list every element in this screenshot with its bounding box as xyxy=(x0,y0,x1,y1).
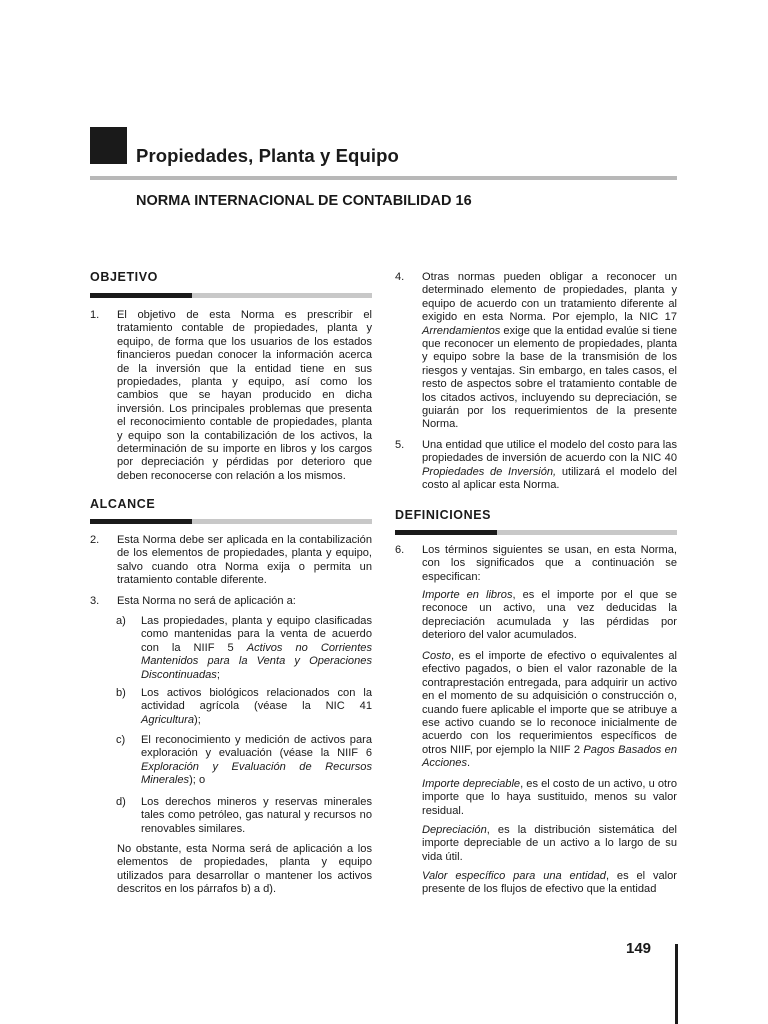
definition-text: , es el importe por el que se reconoce un activo, una vez deducidas la depreciación acumulada y las pérdidas por deterioro del valor acumulados. xyxy=(422,589,677,642)
paragraph-text: Los términos siguientes se usan, en esta Norma, con los significados que a continuación se especifican: xyxy=(422,544,677,583)
paragraph-6 xyxy=(395,544,677,584)
list-text xyxy=(141,734,372,788)
paragraph-number: 2. xyxy=(90,534,100,546)
list-text xyxy=(141,687,372,727)
paragraph-number: 6. xyxy=(395,544,405,556)
paragraph-text-italic: Propiedades de Inversión, xyxy=(422,465,557,478)
paragraph-text-post: exige que la entidad evalúe si tiene que reconocer un elemento de propiedades, planta y equipo sobre la base de la transmisión de los riesgos y ventajas. Sin embargo, en tales casos, el resto de aspectos sobre el tratamiento contable de los citados activos, incluyendo su depreciación, se guiarán por los requerimientos de la presente Norma. xyxy=(422,324,677,431)
paragraph-number: 5. xyxy=(395,439,405,451)
section-rule xyxy=(90,519,372,524)
definition-importe-en-libros xyxy=(422,589,677,643)
paragraph-1 xyxy=(90,309,372,483)
definition-text: , es la distribución sistemática del importe depreciable de un activo a lo largo de su vida útil. xyxy=(422,824,677,863)
paragraph-number: 4. xyxy=(395,271,405,283)
list-text-pre: El reconocimiento y medición de activos para exploración y evaluación (véase la NIIF 6 xyxy=(141,734,372,760)
list-text: Los derechos mineros y reservas minerales tales como petróleo, gas natural y recursos no renovables similares. xyxy=(141,796,372,835)
paragraph-text xyxy=(422,271,677,432)
definition-text: , es el importe de efectivo o equivalentes al efectivo pagados, o bien el valor razonable de la contraprestación entregada, para adquirir un activo en el momento de su adquisición o construcción o, cuando fuere aplicable el importe que se atribuye a ese activo cuando se lo reconoce inicialmente de acuerdo con los requerimientos específicos de otros NIIF, por ejemplo la NIIF 2 xyxy=(422,650,677,756)
paragraph-text-pre: Otras normas pueden obligar a reconocer un determinado elemento de propiedades, planta y equipo de acuerdo con un tratamiento diferente al exigido en esta Norma. Por ejemplo, la NIC 17 xyxy=(422,271,677,324)
paragraph-text xyxy=(422,439,677,493)
definition-text-post: . xyxy=(467,757,471,770)
list-text-pre: Los activos biológicos relacionados con la actividad agrícola (véase la NIC 41 xyxy=(141,687,372,713)
definition-term: Importe en libros xyxy=(422,589,513,601)
header-rule xyxy=(90,176,677,180)
paragraph-text-post: utilizará el modelo del costo al aplicar esta Norma. xyxy=(422,465,677,492)
paragraph-text-italic: Arrendamientos xyxy=(422,324,501,337)
list-text-post: ; xyxy=(216,668,220,681)
list-text-italic: Agricultura xyxy=(141,713,195,726)
paragraph-number: 3. xyxy=(90,595,100,607)
list-text-post: ); o xyxy=(189,774,206,787)
paragraph-text: Esta Norma no será de aplicación a: xyxy=(117,595,296,607)
section-rule xyxy=(395,530,677,535)
paragraph-5 xyxy=(395,439,677,493)
section-rule xyxy=(90,293,372,298)
definition-term: Costo xyxy=(422,650,451,662)
definition-term: Valor específico para una entidad xyxy=(422,870,606,882)
list-text-pre: Las propiedades, planta y equipo clasificadas como mantenidas para la venta de acuerdo con la NIIF 5 xyxy=(141,615,372,654)
list-label: c) xyxy=(116,734,126,746)
definition-valor-especifico xyxy=(422,870,677,897)
section-heading-definiciones: DEFINICIONES xyxy=(395,508,492,522)
definition-text: , es el costo de un activo, u otro importe que lo haya sustituido, menos su valor residual. xyxy=(422,778,677,817)
page-edge-bar xyxy=(675,944,678,1024)
paragraph-number: 1. xyxy=(90,309,100,321)
definition-term: Depreciación xyxy=(422,824,487,836)
list-label: a) xyxy=(116,615,126,627)
standard-subtitle: NORMA INTERNACIONAL DE CONTABILIDAD 16 xyxy=(136,193,472,209)
paragraph-3 xyxy=(90,595,372,608)
page-number: 149 xyxy=(626,940,652,957)
section-heading-alcance: ALCANCE xyxy=(90,497,156,511)
section-heading-objetivo: OBJETIVO xyxy=(90,270,159,284)
list-label: b) xyxy=(116,687,126,699)
chapter-marker-block xyxy=(90,127,127,164)
list-text xyxy=(141,615,372,682)
list-item-a xyxy=(116,615,372,682)
definition-costo xyxy=(422,650,677,771)
paragraph-text-pre: Una entidad que utilice el modelo del costo para las propiedades de inversión de acuerdo con la NIC 40 xyxy=(422,439,677,465)
list-text-italic: Exploración y Evaluación de Recursos Minerales xyxy=(141,760,372,787)
paragraph-2 xyxy=(90,534,372,588)
paragraph-4 xyxy=(395,271,677,432)
list-label: d) xyxy=(116,796,126,808)
list-text-italic: Activos no Corrientes Mantenidos para la Venta y Operaciones Discontinuadas xyxy=(141,641,372,681)
chapter-title: Propiedades, Planta y Equipo xyxy=(136,145,399,166)
definition-importe-depreciable xyxy=(422,778,677,818)
list-text-post: ); xyxy=(194,713,201,726)
list-item-c xyxy=(116,734,372,788)
definition-text-italic: Pagos Basados en Acciones xyxy=(422,743,677,770)
paragraph-text: Esta Norma debe ser aplicada en la contabilización de los elementos de propiedades, planta y equipo, salvo cuando otra Norma exija o permita un tratamiento contable diferente. xyxy=(117,534,372,587)
list-item-b xyxy=(116,687,372,727)
paragraph-no-obstante: No obstante, esta Norma será de aplicación a los elementos de propiedades, planta y equipo utilizados para desarrollar o mantener los activos descritos en los párrafos b) a d). xyxy=(117,843,372,896)
list-item-d xyxy=(116,796,372,836)
definition-text: , es el valor presente de los flujos de efectivo que la entidad xyxy=(422,870,678,896)
paragraph-text: El objetivo de esta Norma es prescribir el tratamiento contable de propiedades, planta y equipo, de forma que los usuarios de los estados financieros puedan conocer la información acerca de la inversión que la entidad tiene en sus propiedades, planta y equipo, así como los cambios que se hayan producido en dicha inversión. Los principales problemas que presenta el reconocimiento contable de propiedades, planta y equipo son la contabilización de los activos, la determinación de su importe en libros y los cargos por depreciación y pérdidas por deterioro que deben reconocerse con relación a los mismos. xyxy=(117,309,372,482)
definition-depreciacion xyxy=(422,824,677,864)
definition-term: Importe depreciable xyxy=(422,778,521,790)
